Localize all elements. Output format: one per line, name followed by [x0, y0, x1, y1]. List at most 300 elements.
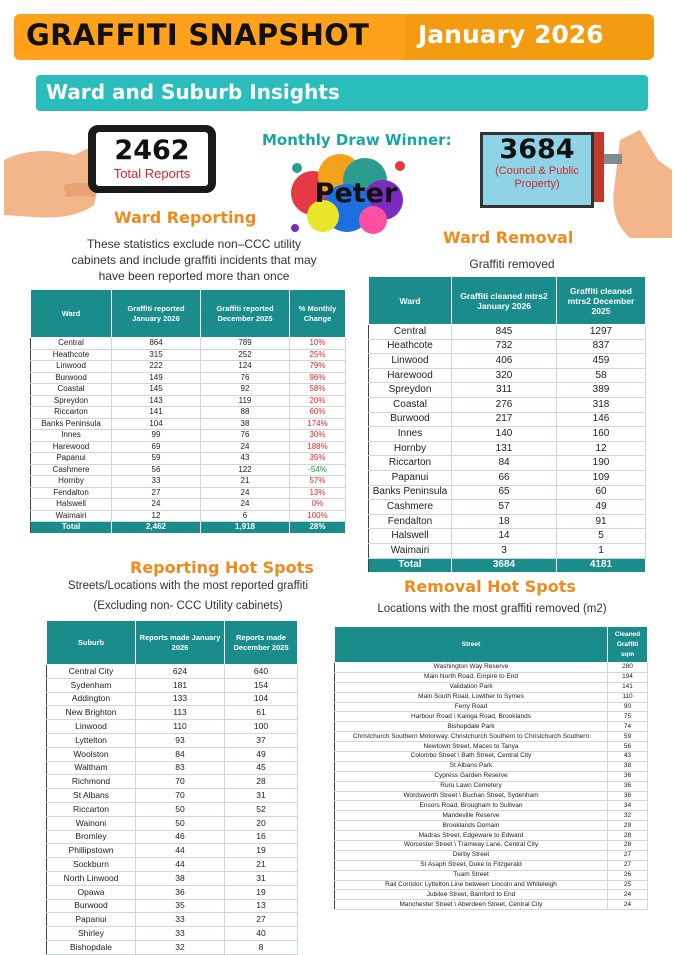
table-cell: Richmond [47, 775, 136, 789]
table-cell: 13 [225, 899, 298, 913]
col-ward: Ward [369, 277, 452, 325]
table-cell: Worcester Street \ Tramway Lane, Central City [335, 841, 608, 851]
col-reported-jan: Graffiti reported January 2026 [112, 290, 201, 338]
table-cell: 60% [290, 407, 346, 419]
table-cell: 217 [452, 412, 557, 427]
reporting-hotspots-subtitle2: (Excluding non- CCC Utility cabinets) [93, 600, 283, 612]
table-cell: 28 [608, 841, 648, 851]
table-cell: 74 [608, 722, 648, 732]
table-cell: 61 [225, 706, 298, 720]
table-cell: 181 [136, 678, 225, 692]
table-row [335, 860, 648, 870]
total-reports-value: 2462 [114, 135, 190, 166]
table-cell: 113 [136, 706, 225, 720]
table-row [31, 499, 346, 511]
ward-reporting-table [30, 289, 346, 534]
table-cell: 318 [557, 397, 646, 412]
table-row [335, 771, 648, 781]
col-monthly-change: % Monthly Change [290, 290, 346, 338]
table-cell: 37 [225, 733, 298, 747]
table-cell: 36 [608, 771, 648, 781]
table-row [47, 940, 298, 954]
table-row [47, 802, 298, 816]
table-cell: Riccarton [47, 802, 136, 816]
table-cell: 44 [136, 858, 225, 872]
table-cell: 280 [608, 663, 648, 673]
table-cell: Hornby [369, 441, 452, 456]
removal-hotspots-body [335, 663, 648, 910]
table-cell: 20 [225, 816, 298, 830]
table-cell: Colombo Street \ Bath Street, Central City [335, 752, 608, 762]
table-cell: Heathcote [369, 339, 452, 354]
table-cell: 69 [112, 441, 201, 453]
total-cell: 3684 [452, 558, 557, 573]
table-cell: 109 [557, 470, 646, 485]
table-cell: Coastal [31, 384, 112, 396]
table-row [31, 361, 346, 373]
table-cell: 43 [201, 453, 290, 465]
table-row [31, 476, 346, 488]
table-cell: 36 [608, 791, 648, 801]
table-cell: Newtown Street, Maces to Tanya [335, 742, 608, 752]
table-cell: 35% [290, 453, 346, 465]
table-cell: 143 [112, 395, 201, 407]
table-cell: 99 [112, 430, 201, 442]
table-row [31, 418, 346, 430]
table-cell: Jubilee Street, Bamford to End [335, 890, 608, 900]
table-cell: 0% [290, 499, 346, 511]
removal-hotspots-table [334, 626, 648, 910]
table-row [335, 672, 648, 682]
table-cell: 36 [136, 885, 225, 899]
table-cell: Main North Road, Empire to End [335, 672, 608, 682]
table-cell: Central [369, 325, 452, 340]
table-cell: 104 [112, 418, 201, 430]
table-cell: 75 [608, 712, 648, 722]
table-cell: Tuam Street [335, 870, 608, 880]
table-cell: 131 [452, 441, 557, 456]
table-cell: 12 [112, 510, 201, 522]
table-cell: Halswell [369, 529, 452, 544]
table-row [369, 368, 646, 383]
removed-card-content [483, 135, 591, 191]
table-cell: 33 [136, 927, 225, 941]
table-cell: Spreydon [31, 395, 112, 407]
table-row [369, 529, 646, 544]
table-cell: Brooklands Domain [335, 821, 608, 831]
table-cell: 14 [452, 529, 557, 544]
table-cell: Cashmere [31, 464, 112, 476]
removal-hotspots-title: Removal Hot Spots [404, 577, 576, 596]
table-cell: 20% [290, 395, 346, 407]
total-cell: 1,918 [201, 522, 290, 534]
table-cell: 845 [452, 325, 557, 340]
table-row [335, 663, 648, 673]
table-cell: 21 [225, 858, 298, 872]
draw-title: Monthly Draw Winner: [262, 131, 452, 149]
table-row [47, 761, 298, 775]
table-row [47, 665, 298, 679]
table-row [47, 858, 298, 872]
table-cell: 60 [557, 485, 646, 500]
table-row [31, 407, 346, 419]
table-cell: 149 [112, 372, 201, 384]
table-row [31, 384, 346, 396]
page-date: January 2026 [418, 20, 604, 49]
table-cell: 864 [112, 338, 201, 350]
table-cell: 5 [557, 529, 646, 544]
table-cell: Bishopdale [47, 940, 136, 954]
table-cell: 40 [225, 927, 298, 941]
table-cell: 44 [136, 844, 225, 858]
table-cell: 640 [225, 665, 298, 679]
removed-label: (Council & Public Property) [495, 165, 579, 190]
table-cell: 174% [290, 418, 346, 430]
table-cell: 389 [557, 383, 646, 398]
table-cell: 16 [225, 830, 298, 844]
ward-removal-subtitle: Graffiti removed [469, 257, 555, 271]
table-cell: St Albans [47, 789, 136, 803]
table-cell: 133 [136, 692, 225, 706]
ward-reporting-body [31, 338, 346, 534]
table-row [369, 383, 646, 398]
table-cell: 146 [557, 412, 646, 427]
table-cell: 252 [201, 349, 290, 361]
table-cell: 154 [225, 678, 298, 692]
total-cell: 2,462 [112, 522, 201, 534]
table-row [335, 831, 648, 841]
table-cell: 10% [290, 338, 346, 350]
table-row [31, 395, 346, 407]
table-row [47, 678, 298, 692]
table-cell: 100 [225, 720, 298, 734]
table-row [335, 791, 648, 801]
col-reports-jan: Reports made January 2026 [136, 621, 225, 665]
table-cell: 1 [557, 543, 646, 558]
table-cell: Coastal [369, 397, 452, 412]
reporting-hotspots-table [46, 620, 298, 955]
table-cell: 96% [290, 372, 346, 384]
table-cell: Cypress Garden Reserve [335, 771, 608, 781]
table-cell: 76 [201, 430, 290, 442]
table-row [47, 692, 298, 706]
total-reports-label: Total Reports [113, 166, 191, 181]
table-cell: 160 [557, 427, 646, 442]
table-row [335, 811, 648, 821]
table-row [335, 801, 648, 811]
table-cell: 194 [608, 672, 648, 682]
table-row [369, 441, 646, 456]
table-cell: 46 [136, 830, 225, 844]
table-cell: 122 [201, 464, 290, 476]
table-cell: 406 [452, 354, 557, 369]
table-cell: 1297 [557, 325, 646, 340]
table-cell: 732 [452, 339, 557, 354]
table-row [47, 871, 298, 885]
table-row [369, 397, 646, 412]
table-cell: Innes [31, 430, 112, 442]
table-cell: Wainoni [47, 816, 136, 830]
table-row [47, 899, 298, 913]
table-row [31, 453, 346, 465]
table-cell: 34 [608, 801, 648, 811]
table-row [31, 372, 346, 384]
table-cell: 6 [201, 510, 290, 522]
table-row [47, 885, 298, 899]
table-cell: 145 [112, 384, 201, 396]
table-cell: 83 [136, 761, 225, 775]
table-cell: Ferry Road [335, 702, 608, 712]
ward-removal-title: Ward Removal [443, 228, 574, 247]
table-cell: 27 [608, 850, 648, 860]
table-cell: 49 [557, 500, 646, 515]
table-row [47, 927, 298, 941]
table-cell: 24 [608, 890, 648, 900]
table-cell: Central City [47, 665, 136, 679]
ward-reporting-note: These statistics exclude non–CCC utility cabinets and include graffiti incidents that may have been reported more than once [71, 237, 317, 283]
table-cell: Main South Road, Lowther to Symes [335, 692, 608, 702]
table-cell: Heathcote [31, 349, 112, 361]
table-row [31, 430, 346, 442]
reporting-hotspots-subtitle1: Streets/Locations with the most reported graffiti [67, 580, 309, 592]
table-cell: 59 [608, 732, 648, 742]
table-cell: 58 [557, 368, 646, 383]
table-cell: 24 [201, 499, 290, 511]
table-cell: 141 [112, 407, 201, 419]
table-cell: St Albans Park [335, 761, 608, 771]
table-cell: 70 [136, 789, 225, 803]
table-cell: 19 [225, 844, 298, 858]
table-row [335, 682, 648, 692]
table-cell: Linwood [369, 354, 452, 369]
table-row [335, 692, 648, 702]
table-cell: 56 [608, 742, 648, 752]
table-row [335, 742, 648, 752]
table-cell: 93 [136, 733, 225, 747]
total-cell: Total [31, 522, 112, 534]
table-row [47, 706, 298, 720]
table-cell: 837 [557, 339, 646, 354]
table-cell: Harewood [369, 368, 452, 383]
col-ward: Ward [31, 290, 112, 338]
table-cell: Linwood [31, 361, 112, 373]
table-cell: 70 [136, 775, 225, 789]
table-cell: 315 [112, 349, 201, 361]
table-row [335, 732, 648, 742]
table-row [47, 816, 298, 830]
table-cell: 124 [201, 361, 290, 373]
table-cell: 49 [225, 747, 298, 761]
table-cell: 27 [608, 860, 648, 870]
table-row [47, 844, 298, 858]
table-row [335, 880, 648, 890]
table-cell: 190 [557, 456, 646, 471]
table-row [369, 543, 646, 558]
table-cell: 35 [136, 899, 225, 913]
table-cell: 276 [452, 397, 557, 412]
table-cell: 50 [136, 802, 225, 816]
col-reported-dec: Graffiti reported December 2025 [201, 290, 290, 338]
table-cell: 8 [225, 940, 298, 954]
table-cell: Sockburn [47, 858, 136, 872]
table-cell: Derby Street [335, 850, 608, 860]
table-cell: Manchester Street \ Aberdeen Street, Central City [335, 900, 608, 910]
table-cell: 33 [112, 476, 201, 488]
table-cell: 65 [452, 485, 557, 500]
table-cell: 27 [112, 487, 201, 499]
table-cell: Harbour Road \ Kainga Road, Brooklands [335, 712, 608, 722]
table-row [369, 412, 646, 427]
table-cell: 92 [201, 384, 290, 396]
table-cell: North Linwood [47, 871, 136, 885]
table-cell: 119 [201, 395, 290, 407]
table-cell: Riccarton [369, 456, 452, 471]
table-row [335, 702, 648, 712]
table-cell: 624 [136, 665, 225, 679]
table-row [47, 789, 298, 803]
table-row [335, 821, 648, 831]
total-cell: 4181 [557, 558, 646, 573]
table-cell: 66 [452, 470, 557, 485]
table-cell: 18 [452, 514, 557, 529]
table-row [31, 510, 346, 522]
table-cell: 76 [201, 372, 290, 384]
table-cell: 36 [608, 781, 648, 791]
table-cell: Mandeville Reserve [335, 811, 608, 821]
table-cell: 24 [201, 487, 290, 499]
ward-reporting-title: Ward Reporting [114, 208, 257, 227]
table-cell: 59 [112, 453, 201, 465]
table-row [369, 514, 646, 529]
table-row [335, 900, 648, 910]
table-cell: 38 [136, 871, 225, 885]
table-cell: 90 [608, 702, 648, 712]
table-cell: 33 [136, 913, 225, 927]
table-row [335, 712, 648, 722]
table-row [47, 720, 298, 734]
table-row [47, 830, 298, 844]
reporting-hotspots-title: Reporting Hot Spots [130, 558, 314, 577]
table-row [369, 456, 646, 471]
table-row [369, 339, 646, 354]
table-cell: 84 [136, 747, 225, 761]
table-cell: 91 [557, 514, 646, 529]
table-cell: 320 [452, 368, 557, 383]
table-row [31, 464, 346, 476]
table-cell: Innes [369, 427, 452, 442]
ward-removal-body [369, 325, 646, 573]
table-cell: 32 [608, 811, 648, 821]
table-cell: 13% [290, 487, 346, 499]
table-row [335, 752, 648, 762]
table-cell: 789 [201, 338, 290, 350]
table-row [369, 485, 646, 500]
table-cell: 45 [225, 761, 298, 775]
table-cell: 43 [608, 752, 648, 762]
table-cell: Halswell [31, 499, 112, 511]
table-row [335, 870, 648, 880]
table-cell: 58% [290, 384, 346, 396]
table-cell: 110 [136, 720, 225, 734]
table-row [335, 761, 648, 771]
table-row [369, 470, 646, 485]
table-cell: 12 [557, 441, 646, 456]
table-cell: 26 [608, 870, 648, 880]
col-cleaned-jan: Graffiti cleaned mtrs2 January 2026 [452, 277, 557, 325]
table-cell: Hornby [31, 476, 112, 488]
ward-removal-table [368, 276, 646, 573]
table-row [31, 487, 346, 499]
table-cell: Central [31, 338, 112, 350]
table-cell: 52 [225, 802, 298, 816]
table-cell: Waltham [47, 761, 136, 775]
table-cell: 25% [290, 349, 346, 361]
table-cell: Banks Peninsula [31, 418, 112, 430]
table-cell: 24 [608, 900, 648, 910]
total-row [31, 522, 346, 534]
table-cell: Spreydon [369, 383, 452, 398]
col-street: Street [335, 627, 608, 663]
table-cell: 79% [290, 361, 346, 373]
table-row [47, 733, 298, 747]
table-row [335, 850, 648, 860]
col-reports-dec: Reports made December 2025 [225, 621, 298, 665]
table-row [369, 325, 646, 340]
table-cell: 140 [452, 427, 557, 442]
table-row [47, 747, 298, 761]
table-cell: Burwood [47, 899, 136, 913]
table-cell: Woolston [47, 747, 136, 761]
table-cell: 57% [290, 476, 346, 488]
table-row [47, 913, 298, 927]
total-row [369, 558, 646, 573]
table-cell: Washington Way Reserve [335, 663, 608, 673]
table-row [31, 441, 346, 453]
table-cell: Addington [47, 692, 136, 706]
table-cell: 100% [290, 510, 346, 522]
table-cell: 110 [608, 692, 648, 702]
col-cleaned-sqm: Cleaned Graffiti sqm [608, 627, 648, 663]
col-suburb: Suburb [47, 621, 136, 665]
table-row [31, 338, 346, 350]
table-cell: Fendalton [31, 487, 112, 499]
table-cell: Sydenham [47, 678, 136, 692]
table-cell: 29 [608, 821, 648, 831]
table-cell: 19 [225, 885, 298, 899]
table-cell: 311 [452, 383, 557, 398]
table-cell: Riccarton [31, 407, 112, 419]
table-cell: Waimairi [369, 543, 452, 558]
table-cell: Banks Peninsula [369, 485, 452, 500]
table-cell: 104 [225, 692, 298, 706]
table-row [369, 427, 646, 442]
table-row [335, 781, 648, 791]
table-cell: 24 [112, 499, 201, 511]
table-cell: Rail Corridor, Lyttelton Line between Lincoln and Whiteleigh [335, 880, 608, 890]
table-cell: Shirley [47, 927, 136, 941]
table-cell: Burwood [369, 412, 452, 427]
table-row [335, 841, 648, 851]
page-title: GRAFFITI SNAPSHOT [26, 18, 370, 52]
reporting-hotspots-body [47, 665, 298, 955]
removed-value: 3684 [499, 134, 575, 165]
table-cell: 31 [225, 871, 298, 885]
table-cell: Madras Street, Edgeware to Edward [335, 831, 608, 841]
table-cell: Christchurch Southern Motorway, Christchurch Southern to Christchurch Southern [335, 732, 608, 742]
table-cell: 88 [201, 407, 290, 419]
table-cell: Bishopdale Park [335, 722, 608, 732]
table-cell: Papanui [47, 913, 136, 927]
